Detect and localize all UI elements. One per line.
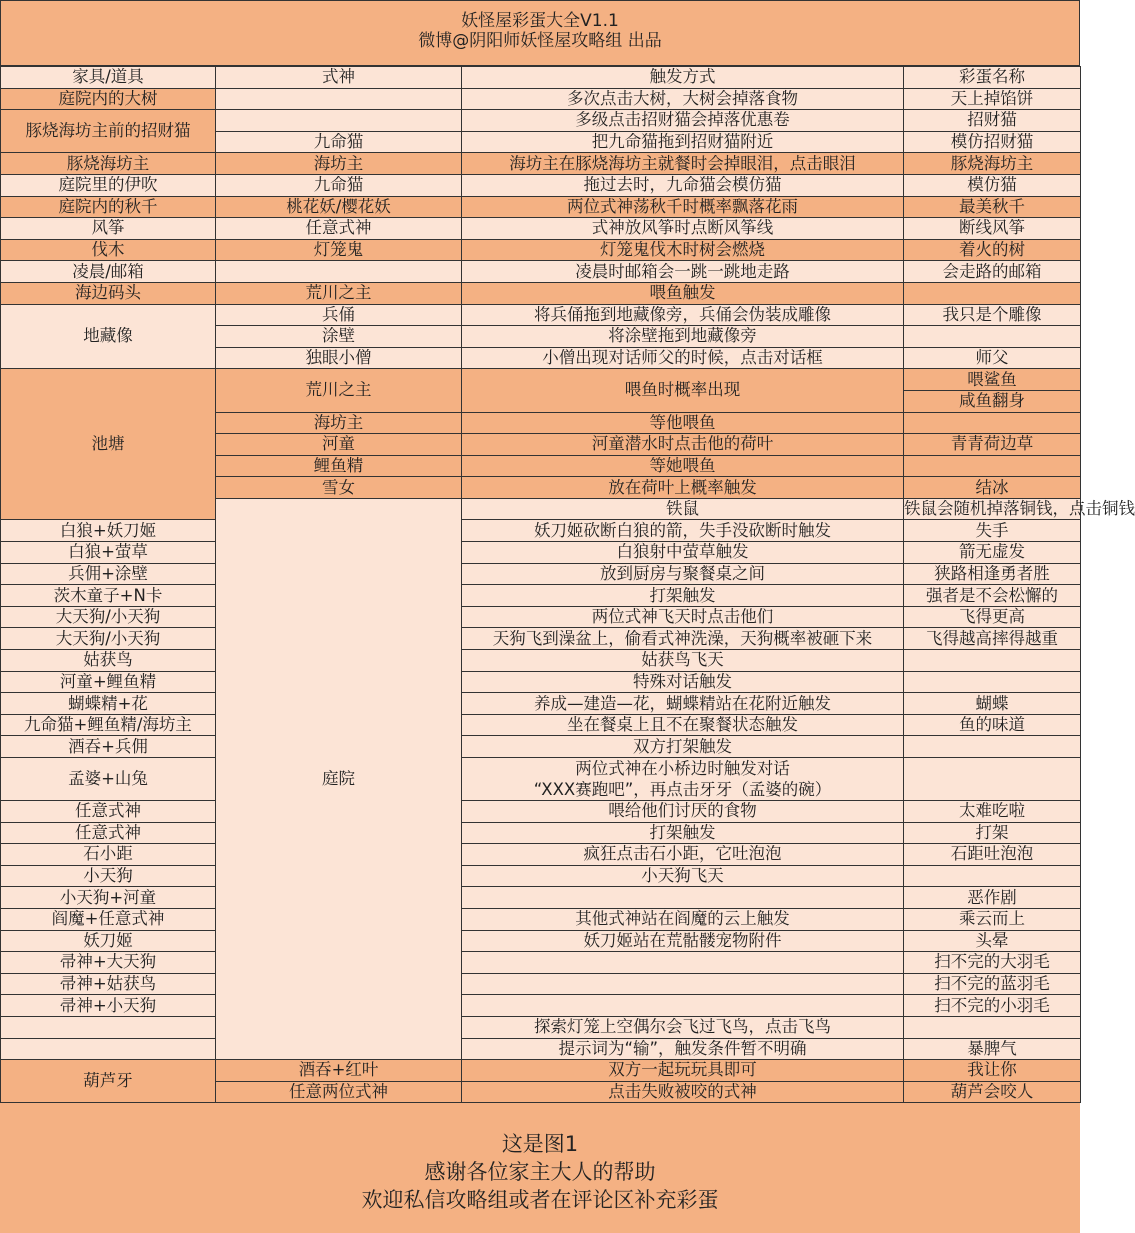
- trigger-cell: 喂鱼触发: [462, 282, 904, 304]
- trigger-cell: 喂给他们讨厌的食物: [462, 801, 904, 823]
- egg-name-cell: 失手: [904, 520, 1081, 542]
- shikigami-cell: 河童: [216, 434, 462, 456]
- trigger-cell: 姑获鸟飞天: [462, 650, 904, 672]
- trigger-cell: [462, 995, 904, 1017]
- shikigami-cell: 涂壁: [216, 326, 462, 348]
- egg-name-cell: [904, 671, 1081, 693]
- shikigami-cell: [1, 1016, 216, 1038]
- egg-name-cell: 招财猫: [904, 110, 1081, 132]
- trigger-cell: 天狗飞到澡盆上，偷看式神洗澡，天狗概率被砸下来: [462, 628, 904, 650]
- egg-name-cell: 青青荷边草: [904, 434, 1081, 456]
- furniture-cell: 地藏像: [1, 304, 216, 369]
- column-header-row: [1, 67, 1081, 89]
- trigger-cell: [462, 758, 904, 801]
- shikigami-cell: 九命猫+鲤鱼精/海坊主: [1, 714, 216, 736]
- furniture-cell: 豚烧海坊主前的招财猫: [1, 110, 216, 153]
- table-row: [1, 606, 1081, 628]
- table-row: [1, 520, 1081, 542]
- shikigami-cell: 荒川之主: [216, 282, 462, 304]
- table-row: [1, 110, 1081, 132]
- trigger-cell: 两位式神飞天时点击他们: [462, 606, 904, 628]
- shikigami-cell: 任意式神: [1, 822, 216, 844]
- trigger-cell: 打架触发: [462, 822, 904, 844]
- egg-name-cell: 我只是个雕像: [904, 304, 1081, 326]
- shikigami-cell: 九命猫: [216, 131, 462, 153]
- furniture-cell: 豚烧海坊主: [1, 153, 216, 175]
- egg-name-cell: [904, 758, 1081, 801]
- column-header-trigger: 触发方式: [462, 67, 904, 89]
- egg-name-cell: 天上掉馅饼: [904, 88, 1081, 110]
- egg-name-cell: 石距吐泡泡: [904, 844, 1081, 866]
- trigger-cell: 喂鱼时概率出现: [462, 369, 904, 412]
- trigger-cell: 提示词为“输”，触发条件暂不明确: [462, 1038, 904, 1060]
- table-row: [1, 930, 1081, 952]
- trigger-cell: 式神放风筝时点断风筝线: [462, 218, 904, 240]
- shikigami-cell: 孟婆+山兔: [1, 758, 216, 801]
- table-row: [1, 585, 1081, 607]
- egg-name-cell: 恶作剧: [904, 887, 1081, 909]
- furniture-cell: 庭院内的大树: [1, 88, 216, 110]
- furniture-cell: 风筝: [1, 218, 216, 240]
- shikigami-cell: 帚神+大天狗: [1, 952, 216, 974]
- table-row: [1, 671, 1081, 693]
- trigger-cell: 凌晨时邮箱会一跳一跳地走路: [462, 261, 904, 283]
- table-row: [1, 218, 1081, 240]
- shikigami-cell: 桃花妖/樱花妖: [216, 196, 462, 218]
- trigger-cell: [462, 973, 904, 995]
- shikigami-cell: 河童+鲤鱼精: [1, 671, 216, 693]
- table-row: [1, 542, 1081, 564]
- table-row: [1, 1016, 1081, 1038]
- egg-name-cell: 暴脾气: [904, 1038, 1081, 1060]
- egg-name-cell: 箭无虚发: [904, 542, 1081, 564]
- table-row: [1, 88, 1081, 110]
- egg-name-cell: 最美秋千: [904, 196, 1081, 218]
- egg-name-cell: 会走路的邮箱: [904, 261, 1081, 283]
- egg-name-cell: 着火的树: [904, 239, 1081, 261]
- egg-name-cell: [904, 455, 1081, 477]
- egg-name-cell: [904, 865, 1081, 887]
- furniture-cell: 庭院内的秋千: [1, 196, 216, 218]
- table-row: [1, 801, 1081, 823]
- trigger-cell: 海坊主在豚烧海坊主就餐时会掉眼泪，点击眼泪: [462, 153, 904, 175]
- shikigami-cell: 海坊主: [216, 153, 462, 175]
- trigger-cell: 妖刀姬砍断白狼的箭，失手没砍断时触发: [462, 520, 904, 542]
- egg-name-cell: 鱼的味道: [904, 714, 1081, 736]
- shikigami-cell: 阎魔+任意式神: [1, 908, 216, 930]
- table-row: [1, 239, 1081, 261]
- trigger-cell: 放到厨房与聚餐桌之间: [462, 563, 904, 585]
- furniture-cell: 庭院: [216, 498, 462, 1059]
- egg-name-cell: 扫不完的大羽毛: [904, 952, 1081, 974]
- shikigami-cell: [216, 110, 462, 132]
- table-row: [1, 758, 1081, 801]
- egg-name-cell: 断线风筝: [904, 218, 1081, 240]
- table-row: [1, 650, 1081, 672]
- shikigami-cell: 荒川之主: [216, 369, 462, 412]
- shikigami-cell: 帚神+姑获鸟: [1, 973, 216, 995]
- column-header-egg-name: 彩蛋名称: [904, 67, 1081, 89]
- egg-name-cell: 喂鲨鱼: [904, 369, 1081, 391]
- egg-name-cell: 太难吃啦: [904, 801, 1081, 823]
- egg-name-cell: [904, 736, 1081, 758]
- trigger-cell: 探索灯笼上空偶尔会飞过飞鸟，点击飞鸟: [462, 1016, 904, 1038]
- table-row: [1, 369, 1081, 391]
- easter-egg-table: [0, 66, 1135, 1103]
- table-row: [1, 736, 1081, 758]
- egg-name-cell: [904, 650, 1081, 672]
- shikigami-cell: 石小距: [1, 844, 216, 866]
- footer-line: 欢迎私信攻略组或者在评论区补充彩蛋: [361, 1188, 719, 1212]
- trigger-cell: 疯狂点击石小距，它吐泡泡: [462, 844, 904, 866]
- shikigami-cell: 铁鼠: [462, 498, 904, 520]
- egg-name-cell: 我让你: [904, 1060, 1081, 1082]
- furniture-cell: 葫芦牙: [1, 1060, 216, 1103]
- trigger-line: 两位式神在小桥边时触发对话: [575, 759, 790, 778]
- furniture-cell: 伐木: [1, 239, 216, 261]
- shikigami-cell: 海坊主: [216, 412, 462, 434]
- shikigami-cell: 雪女: [216, 477, 462, 499]
- table-row: [1, 563, 1081, 585]
- footer-note: [0, 1103, 1080, 1233]
- egg-name-cell: 打架: [904, 822, 1081, 844]
- trigger-cell: 坐在餐桌上且不在聚餐状态触发: [462, 714, 904, 736]
- egg-name-cell: 咸鱼翻身: [904, 390, 1081, 412]
- shikigami-cell: 鲤鱼精: [216, 455, 462, 477]
- shikigami-cell: [216, 261, 462, 283]
- table-row: [1, 304, 1081, 326]
- egg-name-cell: 蝴蝶: [904, 693, 1081, 715]
- shikigami-cell: 酒吞+兵佣: [1, 736, 216, 758]
- egg-name-cell: [904, 1016, 1081, 1038]
- egg-name-cell: 飞得越高摔得越重: [904, 628, 1081, 650]
- trigger-cell: 灯笼鬼伐木时树会燃烧: [462, 239, 904, 261]
- egg-name-cell: 结冰: [904, 477, 1081, 499]
- shikigami-cell: 酒吞+红叶: [216, 1060, 462, 1082]
- trigger-cell: 双方打架触发: [462, 736, 904, 758]
- egg-name-cell: 头晕: [904, 930, 1081, 952]
- table-row: [1, 261, 1081, 283]
- trigger-cell: 打架触发: [462, 585, 904, 607]
- trigger-line: “XXX赛跑吧”，再点击牙牙（孟婆的碗）: [533, 780, 832, 799]
- shikigami-cell: 灯笼鬼: [216, 239, 462, 261]
- trigger-cell: 把九命猫拖到招财猫附近: [462, 131, 904, 153]
- shikigami-cell: 茨木童子+N卡: [1, 585, 216, 607]
- shikigami-cell: 独眼小僧: [216, 347, 462, 369]
- furniture-cell: 庭院里的伊吹: [1, 174, 216, 196]
- trigger-cell: 河童潜水时点击他的荷叶: [462, 434, 904, 456]
- egg-name-cell: 乘云而上: [904, 908, 1081, 930]
- egg-name-cell: 强者是不会松懈的: [904, 585, 1081, 607]
- egg-name-cell: 师父: [904, 347, 1081, 369]
- table-row: [1, 822, 1081, 844]
- egg-name-cell: 狭路相逢勇者胜: [904, 563, 1081, 585]
- table-row: [1, 282, 1081, 304]
- egg-name-cell: 扫不完的蓝羽毛: [904, 973, 1081, 995]
- shikigami-cell: 姑获鸟: [1, 650, 216, 672]
- shikigami-cell: 大天狗/小天狗: [1, 628, 216, 650]
- trigger-cell: 多级点击招财猫会掉落优惠卷: [462, 110, 904, 132]
- table-row: [1, 714, 1081, 736]
- shikigami-cell: 小天狗+河童: [1, 887, 216, 909]
- egg-name-cell: [904, 326, 1081, 348]
- page-subtitle: 微博@阴阳师妖怪屋攻略组 出品: [418, 31, 662, 51]
- trigger-cell: 放在荷叶上概率触发: [462, 477, 904, 499]
- table-row: [1, 865, 1081, 887]
- trigger-cell: 小天狗飞天: [462, 865, 904, 887]
- trigger-cell: 双方一起玩玩具即可: [462, 1060, 904, 1082]
- table-row: [1, 1060, 1081, 1082]
- trigger-cell: 将涂壁拖到地藏像旁: [462, 326, 904, 348]
- egg-name-cell: 豚烧海坊主: [904, 153, 1081, 175]
- egg-name-cell: 模仿猫: [904, 174, 1081, 196]
- furniture-cell: 凌晨/邮箱: [1, 261, 216, 283]
- trigger-cell: 特殊对话触发: [462, 671, 904, 693]
- furniture-cell: 海边码头: [1, 282, 216, 304]
- table-row: [1, 844, 1081, 866]
- footer-line: 感谢各位家主大人的帮助: [424, 1160, 656, 1184]
- trigger-cell: 铁鼠会随机掉落铜钱，点击铜钱: [904, 499, 1135, 519]
- shikigami-cell: 任意式神: [216, 218, 462, 240]
- table-header: [0, 0, 1080, 66]
- shikigami-cell: 蝴蝶精+花: [1, 693, 216, 715]
- table-row: [1, 1038, 1081, 1060]
- trigger-cell: 其他式神站在阎魔的云上触发: [462, 908, 904, 930]
- table-row: [1, 973, 1081, 995]
- table-row: [1, 887, 1081, 909]
- egg-name-cell: 扫不完的小羽毛: [904, 995, 1081, 1017]
- shikigami-cell: 小天狗: [1, 865, 216, 887]
- trigger-cell: 妖刀姬站在荒骷髅宠物附件: [462, 930, 904, 952]
- column-header-shikigami: 式神: [216, 67, 462, 89]
- trigger-cell: 两位式神荡秋千时概率飘落花雨: [462, 196, 904, 218]
- shikigami-cell: 任意两位式神: [216, 1081, 462, 1103]
- shikigami-cell: 大天狗/小天狗: [1, 606, 216, 628]
- shikigami-cell: 妖刀姬: [1, 930, 216, 952]
- egg-name-cell: [904, 282, 1081, 304]
- shikigami-cell: [216, 88, 462, 110]
- shikigami-cell: 白狼+妖刀姬: [1, 520, 216, 542]
- table-row: [1, 628, 1081, 650]
- trigger-cell: 养成—建造—花，蝴蝶精站在花附近触发: [462, 693, 904, 715]
- shikigami-cell: 白狼+萤草: [1, 542, 216, 564]
- trigger-cell: 小僧出现对话师父的时候，点击对话框: [462, 347, 904, 369]
- shikigami-cell: 兵佣+涂壁: [1, 563, 216, 585]
- shikigami-cell: 九命猫: [216, 174, 462, 196]
- table-row: [1, 952, 1081, 974]
- shikigami-cell: [1, 1038, 216, 1060]
- trigger-cell: 拖过去时，九命猫会模仿猫: [462, 174, 904, 196]
- footer-line: 这是图1: [501, 1132, 579, 1156]
- table-row: [1, 196, 1081, 218]
- shikigami-cell: 任意式神: [1, 801, 216, 823]
- table-row: [1, 995, 1081, 1017]
- trigger-cell: 多次点击大树，大树会掉落食物: [462, 88, 904, 110]
- table-row: [1, 174, 1081, 196]
- trigger-cell: [462, 887, 904, 909]
- trigger-cell: [462, 952, 904, 974]
- egg-name-cell: 模仿招财猫: [904, 131, 1081, 153]
- egg-name-cell: [904, 412, 1081, 434]
- egg-name-cell: 飞得更高: [904, 606, 1081, 628]
- table-row: [1, 153, 1081, 175]
- trigger-cell: 白狼射中萤草触发: [462, 542, 904, 564]
- furniture-cell: 池塘: [1, 369, 216, 520]
- egg-name-cell: 葫芦会咬人: [904, 1081, 1081, 1103]
- page-title: 妖怪屋彩蛋大全V1.1: [461, 11, 619, 31]
- table-row: [1, 908, 1081, 930]
- trigger-cell: 等她喂鱼: [462, 455, 904, 477]
- shikigami-cell: 帚神+小天狗: [1, 995, 216, 1017]
- trigger-cell: 将兵俑拖到地藏像旁，兵俑会伪装成雕像: [462, 304, 904, 326]
- column-header-furniture: 家具/道具: [1, 67, 216, 89]
- trigger-cell: 等他喂鱼: [462, 412, 904, 434]
- table-row: [1, 693, 1081, 715]
- trigger-cell: 点击失败被咬的式神: [462, 1081, 904, 1103]
- shikigami-cell: 兵俑: [216, 304, 462, 326]
